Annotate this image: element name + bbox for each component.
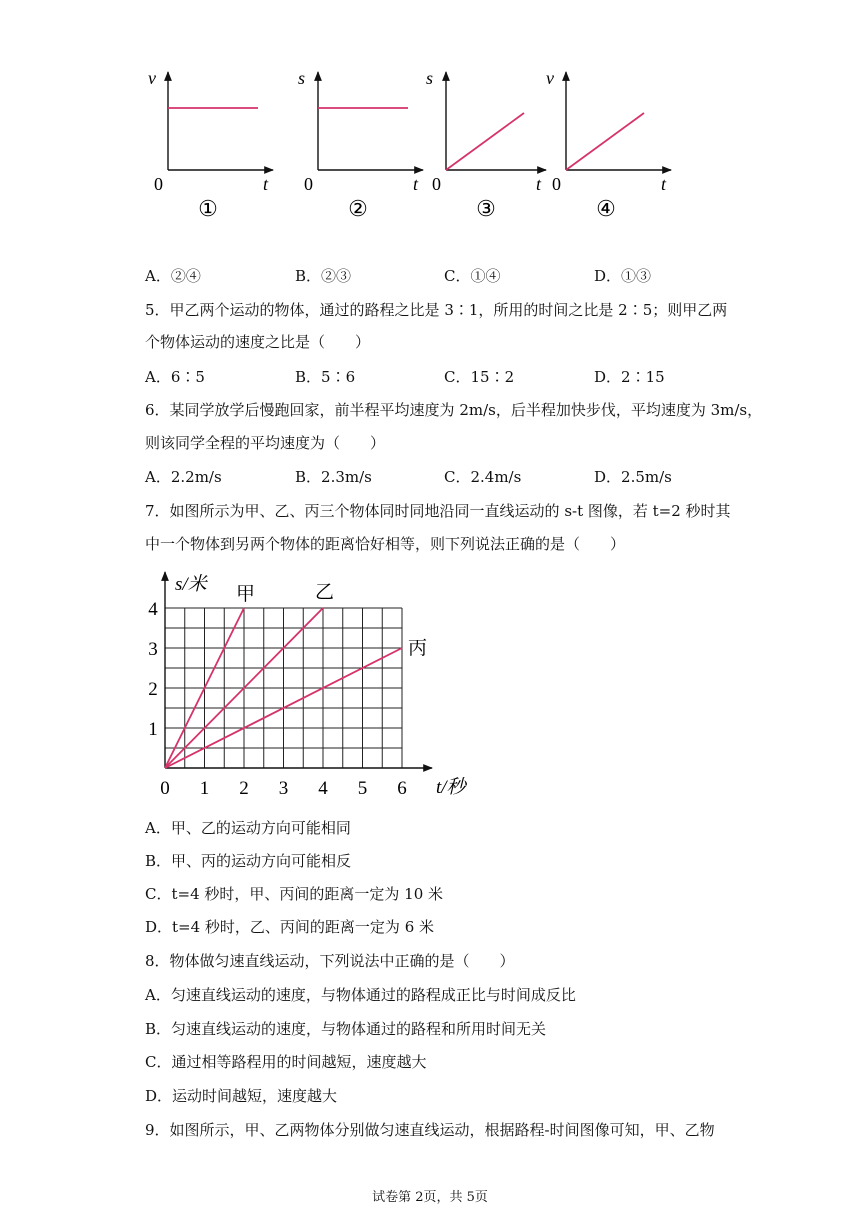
q7-option-b[interactable]: B．甲、丙的运动方向可能相反 xyxy=(145,852,352,870)
q4-graph-4-origin: 0 xyxy=(552,174,561,194)
q8-option-a[interactable]: A．匀速直线运动的速度，与物体通过的路程成正比与时间成反比 xyxy=(145,986,576,1004)
y-tick-label: 1 xyxy=(148,719,158,740)
q8-option-d[interactable]: D．运动时间越短，速度越大 xyxy=(145,1087,338,1105)
x-tick-label: 2 xyxy=(239,778,249,799)
series-label-2: 乙 xyxy=(315,582,335,603)
q4-graph-2-ylabel: s xyxy=(298,68,306,88)
q4-option-c[interactable]: C．①④ xyxy=(444,267,501,285)
x-tick-label: 6 xyxy=(397,778,407,799)
q7-stem-line1: 7．如图所示为甲、乙、丙三个物体同时同地沿同一直线运动的 s-t 图像，若 t=2 秒时其 xyxy=(145,502,731,520)
q6-option-b[interactable]: B．2.3m/s xyxy=(295,468,372,486)
q4-graph-3-ylabel: s xyxy=(426,68,434,88)
q4-graph-1-ylabel: v xyxy=(148,68,156,88)
q4-graphs xyxy=(140,60,700,230)
q4-graph-3-origin: 0 xyxy=(432,174,441,194)
q5-option-c[interactable]: C．15∶2 xyxy=(444,368,515,386)
q8-stem-line1: 8．物体做匀速直线运动，下列说法中正确的是（ ） xyxy=(145,952,515,970)
q4-graph-4-curve xyxy=(566,113,644,170)
q6-option-a[interactable]: A．2.2m/s xyxy=(145,468,222,486)
q4-graph-4-ylabel: v xyxy=(546,68,554,88)
x-tick-label: 4 xyxy=(318,778,328,799)
q7-option-c[interactable]: C．t=4 秒时，甲、丙间的距离一定为 10 米 xyxy=(145,885,444,903)
q5-stem-line1: 5．甲乙两个运动的物体，通过的路程之比是 3∶1，所用的时间之比是 2∶5；则甲乙两 xyxy=(145,301,728,319)
q4-graph-3-curve xyxy=(446,113,524,170)
q4-graph-3-xlabel: t xyxy=(536,174,542,194)
q4-graph-2-origin: 0 xyxy=(304,174,313,194)
y-tick-label: 4 xyxy=(148,599,158,620)
q4-graph-4-number: ④ xyxy=(596,196,616,221)
x-tick-label: 0 xyxy=(160,778,170,799)
q4-option-d[interactable]: D．①③ xyxy=(594,267,652,285)
q4-graph-3-number: ③ xyxy=(476,196,496,221)
q7-stem-line2: 中一个物体到另两个物体的距离恰好相等，则下列说法正确的是（ ） xyxy=(145,535,626,553)
series-label-3: 丙 xyxy=(408,638,428,659)
q4-graph-1 xyxy=(148,68,273,221)
q6-stem-line1: 6．某同学放学后慢跑回家，前半程平均速度为 2m/s，后半程加快步伐，平均速度为 3m/s， xyxy=(145,401,763,419)
y-tick-label: 2 xyxy=(148,679,158,700)
q6-option-d[interactable]: D．2.5m/s xyxy=(594,468,672,486)
q4-graph-4 xyxy=(546,68,671,221)
q4-graph-2-xlabel: t xyxy=(413,174,419,194)
q4-graph-1-xlabel: t xyxy=(263,174,269,194)
series-label-1: 甲 xyxy=(236,584,256,605)
q5-stem-line2: 个物体运动的速度之比是（ ） xyxy=(145,333,371,351)
q4-option-b[interactable]: B．②③ xyxy=(295,267,352,285)
page-footer: 试卷第 2页，共 5页 xyxy=(372,1190,488,1205)
q7-st-chart xyxy=(140,566,490,806)
q4-graph-2 xyxy=(298,68,423,221)
q5-option-b[interactable]: B．5∶6 xyxy=(295,368,356,386)
q5-option-a[interactable]: A．6∶5 xyxy=(145,368,205,386)
x-tick-label: 5 xyxy=(357,778,368,799)
q5-option-d[interactable]: D．2∶15 xyxy=(594,368,665,386)
q7-option-a[interactable]: A．甲、乙的运动方向可能相同 xyxy=(145,819,351,837)
q4-graph-4-xlabel: t xyxy=(661,174,667,194)
q4-graph-1-number: ① xyxy=(198,196,218,221)
x-tick-label: 1 xyxy=(199,778,210,799)
q6-option-c[interactable]: C．2.4m/s xyxy=(444,468,522,486)
q4-graph-3 xyxy=(426,68,546,221)
x-axis-label: t/秒 xyxy=(436,777,466,798)
q4-graph-2-number: ② xyxy=(348,196,368,221)
q4-option-a[interactable]: A．②④ xyxy=(145,267,201,285)
q7-option-d[interactable]: D．t=4 秒时，乙、丙间的距离一定为 6 米 xyxy=(145,918,435,936)
q9-stem-line1: 9．如图所示，甲、乙两物体分别做匀速直线运动，根据路程-时间图像可知，甲、乙物 xyxy=(145,1121,715,1139)
q8-option-b[interactable]: B．匀速直线运动的速度，与物体通过的路程和所用时间无关 xyxy=(145,1020,547,1038)
x-tick-label: 3 xyxy=(278,778,289,799)
q8-option-c[interactable]: C．通过相等路程用的时间越短，速度越大 xyxy=(145,1053,427,1071)
q4-graph-1-origin: 0 xyxy=(154,174,163,194)
y-tick-label: 3 xyxy=(148,639,158,660)
q6-stem-line2: 则该同学全程的平均速度为（ ） xyxy=(145,434,386,452)
y-axis-label: s/米 xyxy=(175,574,207,595)
